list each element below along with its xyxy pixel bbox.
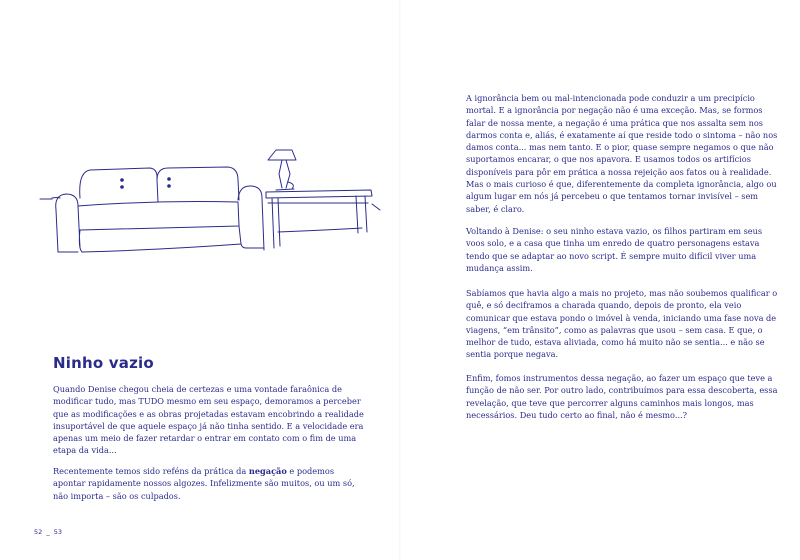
- lamp-cord: [288, 182, 293, 189]
- right-page-number: 53: [53, 528, 62, 536]
- left-paragraph-1: Quando Denise chegou cheia de certezas e uma vontade faraônica de modificar tudo, mas TUDO mesmo em seu espaço, demoramos a perceber que as modificações e as obras projetadas estavam encobrindo a realidade insuportável de que aquele espaço já não tinha sentido. E a velocidade era apenas um meio de fazer retardar o entrar em contato com o fim de uma etapa da vida...: [53, 384, 364, 456]
- right-page: [400, 0, 800, 560]
- paragraph-text: e podemos apontar rapidamente nossos algozes. Infelizmente são muitos, ou um só, não importa – são os culpados.: [53, 466, 355, 501]
- paragraph-text: Recentemente temos sido reféns da prática da: [53, 466, 249, 476]
- sofa-button: [121, 179, 124, 182]
- folio-separator: _: [46, 528, 50, 536]
- sofa-seat: [78, 202, 239, 231]
- sofa-back-right: [157, 167, 239, 200]
- right-paragraph-4: Enfim, fomos instrumentos dessa negação, ao fazer um espaço que teve a função de não ser. Por outro lado, contribuímos para essa descoberta, essa revelação, que teve que percorrer alguns caminhos mais longos, mas necessários. Deu tudo certo ao final, não é mesmo...?: [466, 373, 778, 420]
- sofa-arm-left: [56, 194, 80, 252]
- sofa-button: [121, 186, 124, 189]
- sofa-back-left: [80, 168, 158, 202]
- lamp-shade: [268, 150, 296, 160]
- sofa-arm-right: [238, 186, 264, 250]
- left-page-number: 52: [34, 528, 43, 536]
- sofa-legs: [58, 244, 241, 252]
- emphasis-word: negação: [248, 466, 287, 476]
- sofa-lamp-illustration: [38, 140, 398, 260]
- right-paragraph-2: Voltando à Denise: o seu ninho estava vazio, os filhos partiram em seus voos solo, e a casa que tinha um enredo de quatro personagens estava tendo que se adaptar ao novo script. É sempre muito difícil viver uma mudança assim.: [466, 226, 763, 273]
- sofa-button: [168, 178, 171, 181]
- page-numbers: [34, 528, 64, 536]
- lamp-base: [276, 160, 294, 190]
- floor-line: [40, 198, 380, 211]
- side-table-legs: [272, 196, 367, 248]
- left-paragraph-2: [53, 465, 365, 502]
- sofa-button: [168, 185, 171, 188]
- section-heading: Ninho vazio: [53, 354, 154, 373]
- right-paragraph-1: A ignorância bem ou mal-intencionada pode conduzir a um precipício mortal. E a ignorância por negação não é uma exceção. Mas, se formos falar de nossa mente, a negação é uma prática que nos assalta sem nos darmos conta e, aliás, é exatamente aí que reside todo o sintoma – não nos damos conta... mas nem tanto. E o pior, quase sempre negamos o que não suportamos encarar, o que nos apavora. E usamos todos os artifícios disponíveis para pôr em prática a nossa rejeição aos fatos ou à realidade. Mas o mais curioso é que, diferentemente da completa ignorância, algo ou algum lugar em nós já percebeu o que tentamos tornar invisível – sem saber, é claro.: [466, 93, 778, 214]
- right-paragraph-3: Sabíamos que havia algo a mais no projeto, mas não soubemos qualificar o quê, e só deciframos a charada quando, depois de pronto, ela veio comunicar que estava pondo o imóvel à venda, iniciando uma fase nova de viagens, “em trânsito”, como as palavras que usou – sem casa. E que, o melhor de tudo, estava aliviada, como há muito não se sentia... e não se sentia porque negava.: [466, 288, 778, 360]
